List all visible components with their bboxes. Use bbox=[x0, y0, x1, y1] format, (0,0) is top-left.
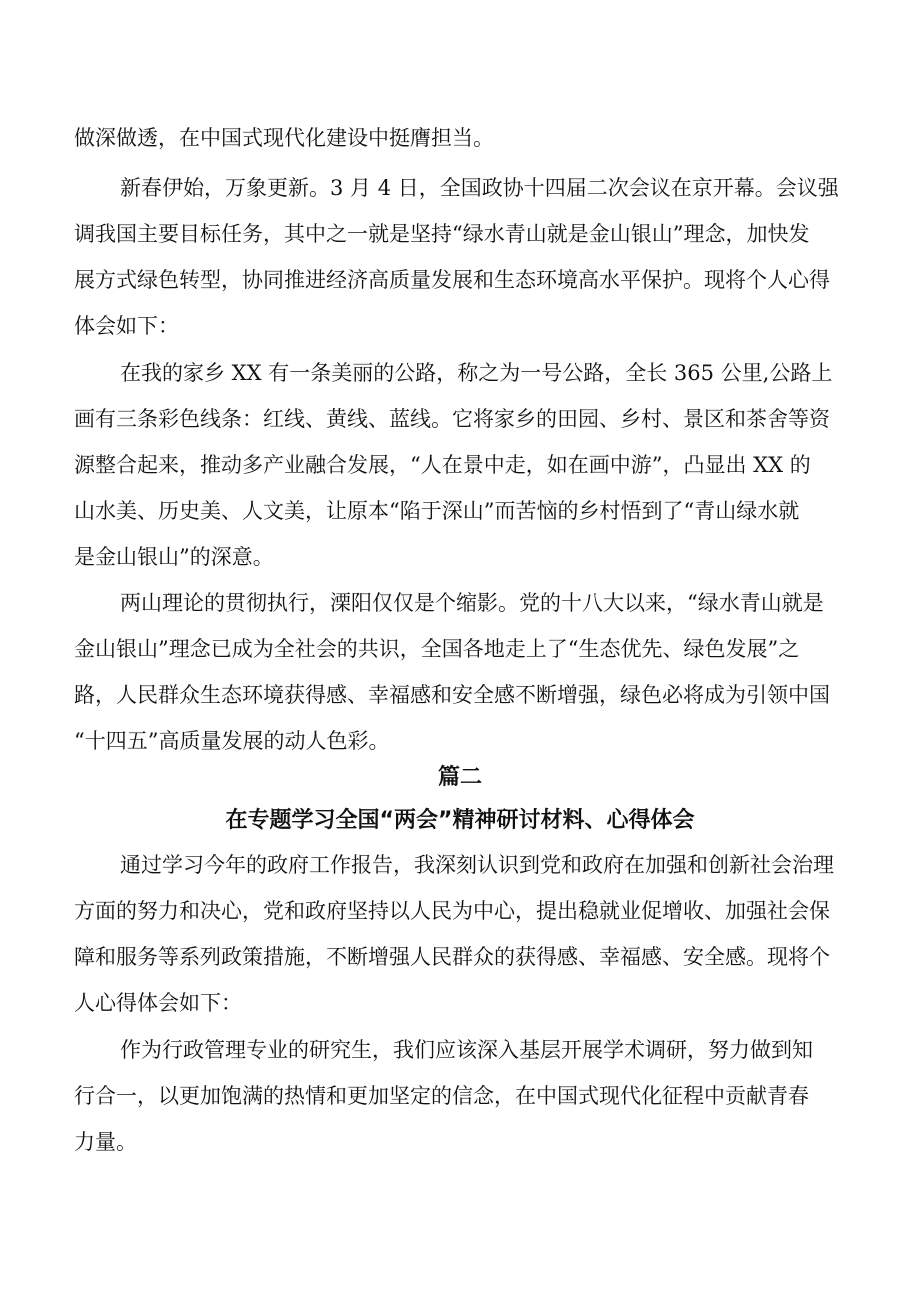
paragraph-4-line: 障和服务等系列政策措施，不断增强人民群众的获得感、幸福感、安全感。现将个 bbox=[74, 945, 830, 969]
paragraph-3-line: “十四五”高质量发展的动人色彩。 bbox=[74, 729, 390, 753]
paragraph-3-line: 金山银山”理念已成为全社会的共识，全国各地走上了“生态优先、绿色发展”之 bbox=[74, 637, 800, 661]
paragraph-1-line: 展方式绿色转型，协同推进经济高质量发展和生态环境高水平保护。现将个人心得 bbox=[74, 268, 830, 292]
paragraph-2-line: 画有三条彩色线条：红线、黄线、蓝线。它将家乡的田园、乡村、景区和茶舍等资 bbox=[74, 407, 830, 431]
paragraph-5-line: 作为行政管理专业的研究生，我们应该深入基层开展学术调研，努力做到知 bbox=[120, 1038, 813, 1062]
paragraph-1-line: 体会如下： bbox=[74, 314, 179, 338]
section-subtitle: 在专题学习全国“两会”精神研讨材料、心得体会 bbox=[225, 808, 695, 833]
paragraph-2-line: 山水美、历史美、人文美，让原本“陷于深山”而苦恼的乡村悟到了“青山绿水就 bbox=[74, 499, 800, 523]
paragraph-5-line: 力量。 bbox=[74, 1130, 137, 1154]
paragraph-1-line: 新春伊始，万象更新。3 月 4 日，全国政协十四届二次会议在京开幕。会议强 bbox=[120, 176, 839, 200]
paragraph-3-line: 路，人民群众生态环境获得感、幸福感和安全感不断增强，绿色必将成为引领中国 bbox=[74, 683, 830, 707]
paragraph-1-line: 调我国主要目标任务，其中之一就是坚持“绿水青山就是金山银山”理念，加快发 bbox=[74, 222, 810, 246]
paragraph-5-line: 行合一，以更加饱满的热情和更加坚定的信念，在中国式现代化征程中贡献青春 bbox=[74, 1084, 809, 1108]
paragraph-2-line: 在我的家乡 XX 有一条美丽的公路，称之为一号公路，全长 365 公里,公路上 bbox=[120, 361, 833, 385]
paragraph-4-line: 方面的努力和决心，党和政府坚持以人民为中心，提出稳就业促增收、加强社会保 bbox=[74, 899, 830, 923]
continuation-line: 做深做透，在中国式现代化建设中挺膺担当。 bbox=[74, 126, 494, 150]
paragraph-3-line: 两山理论的贯彻执行，溧阳仅仅是个缩影。党的十八大以来，“绿水青山就是 bbox=[120, 591, 824, 615]
paragraph-2-line: 是金山银山”的深意。 bbox=[74, 545, 274, 569]
paragraph-2-line: 源整合起来，推动多产业融合发展，“人在景中走，如在画中游”，凸显出 XX 的 bbox=[74, 453, 811, 477]
paragraph-4-line: 通过学习今年的政府工作报告，我深刻认识到党和政府在加强和创新社会治理 bbox=[120, 853, 834, 877]
section-title: 篇二 bbox=[437, 765, 482, 790]
paragraph-4-line: 人心得体会如下： bbox=[74, 991, 242, 1015]
